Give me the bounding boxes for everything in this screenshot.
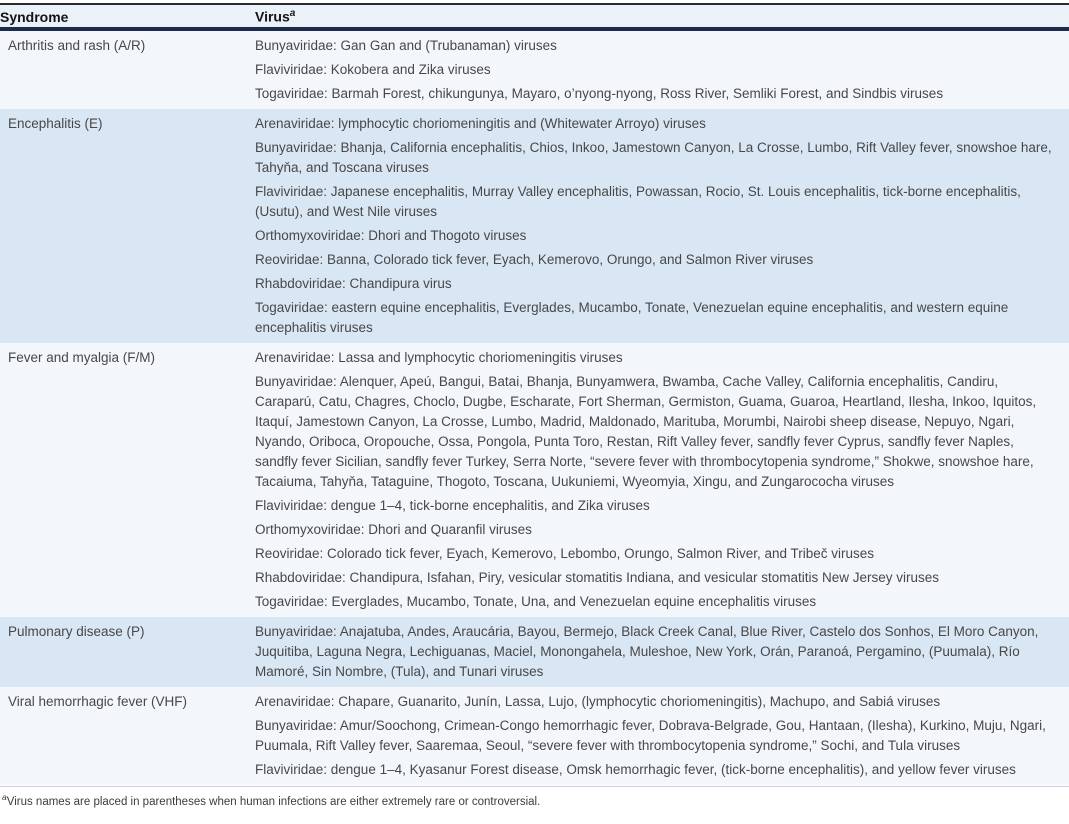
syndrome-label: Viral hemorrhagic fever (VHF) [8, 693, 188, 709]
syndrome-label: Pulmonary disease (P) [8, 623, 145, 639]
virus-entry: Reoviridae: Colorado tick fever, Eyach, Kemerovo, Lebombo, Orungo, Salmon River, and Tribeč viruses [255, 545, 875, 561]
column-header-syndrome [0, 6, 255, 27]
virus-entry: Flaviviridae: Kokobera and Zika viruses [255, 61, 491, 77]
virus-entry: Flaviviridae: dengue 1–4, Kyasanur Forest disease, Omsk hemorrhagic fever, (tick-borne encephalitis), and yellow fever viruses [255, 761, 1016, 777]
virus-entry: Orthomyxoviridae: Dhori and Thogoto viruses [255, 227, 527, 243]
virus-entry: Flaviviridae: dengue 1–4, tick-borne encephalitis, and Zika viruses [255, 497, 650, 513]
virus-entry: Rhabdoviridae: Chandipura, Isfahan, Piry, vesicular stomatitis Indiana, and vesicular stomatitis New Jersey viruses [255, 569, 940, 585]
virus-entries [255, 617, 1069, 687]
virus-entry: Arenaviridae: Lassa and lymphocytic choriomeningitis viruses [255, 349, 623, 365]
virus-entry: Bunyaviridae: Alenquer, Apeú, Bangui, Batai, Bhanja, Bunyamwera, Bwamba, Cache Valley, California encephalitis, Candiru, Caraparú, Catu, Chagres, Choclo, Dugbe, Escharate, Fort Sherman, Germiston, Guama, Guaroa, Heartland, Ilesha, Inkoo, Iquitos, Itaquí, Jamestown Canyon, La Crosse, Lumbo, Madrid, Maldonado, Marituba, Morumbi, Nairobi sheep disease, Nepuyo, Ngari, Nyando, Oriboca, Oropouche, Ossa, Pongola, Punta Toro, Restan, Rift Valley fever, sandfly fever Cyprus, sandfly fever Naples, sandfly fever Sicilian, sandfly fever Turkey, Serra Norte, “severe fever with thrombocytopenia syndrome,” Shokwe, snowshoe hare, Tacaiuma, Tahyňa, Tataguine, Thogoto, Toscana, Uukuniemi, Wyeomyia, Xingu, and Zungarococha viruses [255, 373, 1037, 489]
virus-entry: Bunyaviridae: Bhanja, California encephalitis, Chios, Inkoo, Jamestown Canyon, La Crosse, Lumbo, Rift Valley fever, snowshoe hare, Tahyňa, and Toscana viruses [255, 139, 1052, 175]
syndrome-label: Arthritis and rash (A/R) [8, 37, 146, 53]
virus-entries [255, 687, 1069, 785]
virus-entries [255, 343, 1069, 617]
virus-entry: Arenaviridae: Chapare, Guanarito, Junín, Lassa, Lujo, (lymphocytic choriomeningitis), Machupo, and Sabiá viruses [255, 693, 941, 709]
syndrome-header-label: Syndrome [0, 8, 69, 25]
virus-entry: Orthomyxoviridae: Dhori and Quaranfil viruses [255, 521, 532, 537]
footnote-text: Virus names are placed in parentheses when human infections are either extremely rare or controversial. [6, 795, 541, 808]
virus-entry: Bunyaviridae: Amur/Soochong, Crimean-Congo hemorrhagic fever, Dobrava-Belgrade, Gou, Hantaan, (Ilesha), Kurkino, Muju, Ngari, Puumala, Rift Valley fever, Saaremaa, Seoul, “severe fever with thrombocytopenia syndrome,” Sochi, and Tula viruses [255, 717, 1046, 753]
column-header-virus [255, 5, 1069, 27]
syndrome-label: Fever and myalgia (F/M) [8, 349, 156, 365]
footnote-superscript: a [2, 791, 7, 802]
virus-entry: Bunyaviridae: Anajatuba, Andes, Araucária, Bayou, Bermejo, Black Creek Canal, Blue River, Castelo dos Sonhos, El Moro Canyon, Juquitiba, Laguna Negra, Lechiguanas, Maciel, Monongahela, Muleshoe, New York, Orán, Paranoá, Pergamino, (Puumala), Río Mamoré, Sin Nombre, (Tula), and Tunari viruses [255, 623, 1039, 679]
table-row-encephalitis [0, 109, 1069, 343]
virus-entry: Togaviridae: Everglades, Mucambo, Tonate, Una, and Venezuelan equine encephalitis viruses [255, 593, 817, 609]
virus-entries [255, 109, 1069, 343]
table-row-viral-hemorrhagic-fever [0, 687, 1069, 785]
virus-entry: Bunyaviridae: Gan Gan and (Trubanaman) viruses [255, 37, 557, 53]
table-header-row [0, 3, 1069, 31]
table-row-fever-myalgia [0, 343, 1069, 617]
virus-header-label: Virus [255, 8, 290, 25]
virus-entries [255, 31, 1069, 109]
virus-entry: Flaviviridae: Japanese encephalitis, Murray Valley encephalitis, Powassan, Rocio, St. Louis encephalitis, tick-borne encephalitis, (Usutu), and West Nile viruses [255, 183, 1021, 219]
table-row-pulmonary-disease [0, 617, 1069, 687]
table-footnote [0, 787, 1069, 810]
virus-entry: Arenaviridae: lymphocytic choriomeningitis and (Whitewater Arroyo) viruses [255, 115, 706, 131]
virus-entry: Togaviridae: eastern equine encephalitis, Everglades, Mucambo, Tonate, Venezuelan equine encephalitis, and western equine encephalitis viruses [255, 299, 1009, 335]
virus-header-superscript: a [289, 8, 296, 19]
virus-entry: Togaviridae: Barmah Forest, chikungunya, Mayaro, o’nyong-nyong, Ross River, Semliki Forest, and Sindbis viruses [255, 85, 944, 101]
table-row-arthritis-rash [0, 31, 1069, 109]
virus-entry: Rhabdoviridae: Chandipura virus [255, 275, 452, 291]
syndrome-label: Encephalitis (E) [8, 115, 103, 131]
virus-entry: Reoviridae: Banna, Colorado tick fever, Eyach, Kemerovo, Orungo, and Salmon River viruses [255, 251, 814, 267]
